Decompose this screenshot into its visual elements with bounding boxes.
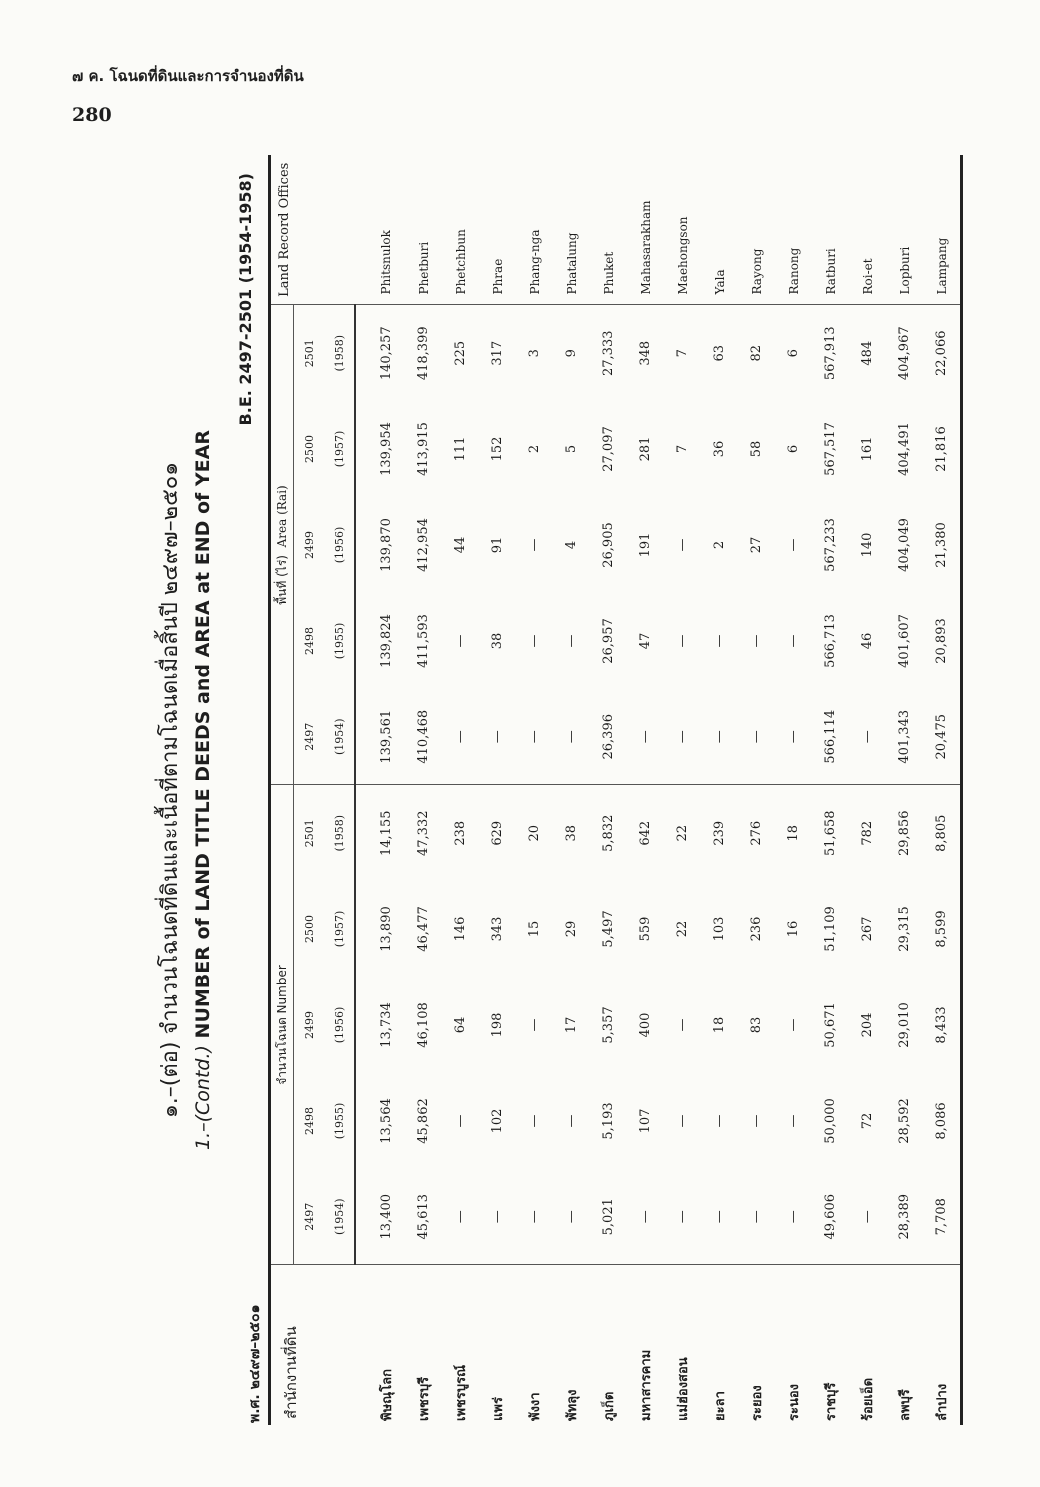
- area-cell: —: [490, 730, 505, 744]
- area-cell: 9: [564, 349, 579, 358]
- deed-count-cell: 16: [786, 920, 801, 938]
- office-name-thai: ร้อยเอ็ด: [849, 1265, 886, 1425]
- area-cell: —: [564, 634, 579, 648]
- area-cell: 7: [675, 444, 690, 454]
- area-cell: 225: [453, 340, 468, 366]
- area-cell: 140: [860, 532, 875, 558]
- table-row: [775, 155, 812, 1425]
- area-cell: 21,816: [923, 401, 962, 497]
- area-cell: 6: [786, 444, 801, 454]
- deed-count-cell: —: [749, 1114, 764, 1128]
- area-cell: 7: [675, 349, 690, 358]
- area-cell: 567,233: [823, 518, 838, 572]
- table-row: [849, 155, 886, 1425]
- table-body: [355, 155, 962, 1425]
- deed-count-cell: —: [675, 1018, 690, 1032]
- deed-count-cell: —: [564, 1210, 579, 1224]
- deed-count-cell: —: [712, 1210, 727, 1224]
- deed-count-cell: 267: [860, 916, 875, 942]
- office-header-thai: สำนักงานที่ดิน: [270, 1265, 356, 1425]
- deed-count-cell: 20: [516, 785, 553, 881]
- area-cell: —: [527, 634, 542, 648]
- deed-count-cell: 18: [712, 1016, 727, 1034]
- area-cell: 27,097: [601, 426, 616, 472]
- deed-count-cell: 204: [860, 1012, 875, 1038]
- deed-count-cell: —: [712, 1114, 727, 1128]
- number-year-ce-header: (1954): [324, 1169, 355, 1265]
- office-name-english: Mahasarakham: [627, 155, 664, 305]
- deed-count-cell: 13,890: [379, 906, 394, 952]
- area-cell: 191: [638, 532, 653, 558]
- deed-count-cell: 51,658: [812, 785, 849, 881]
- office-name-thai: ระนอง: [775, 1265, 812, 1425]
- area-cell: 348: [638, 340, 653, 366]
- area-cell: 38: [490, 632, 505, 650]
- deed-count-cell: 28,389: [897, 1194, 912, 1240]
- number-year-ce-header: (1955): [324, 1073, 355, 1169]
- number-year-ce-header: (1957): [324, 881, 355, 977]
- number-year-be-header: 2498: [302, 1107, 316, 1135]
- office-name-english: Rayong: [738, 155, 775, 305]
- area-year-be-header: 2497: [302, 722, 316, 751]
- area-cell: 2: [527, 444, 542, 454]
- office-name-english: Maehongson: [664, 155, 701, 305]
- page-number: 280: [72, 104, 112, 126]
- area-cell: 484: [860, 340, 875, 366]
- area-year-be-header: 2498: [302, 627, 316, 655]
- office-name-thai: พังงา: [516, 1265, 553, 1425]
- area-cell: —: [675, 730, 690, 744]
- area-cell: —: [675, 538, 690, 552]
- office-name-thai: เพชรบูรณ์: [442, 1265, 479, 1425]
- area-cell: —: [786, 730, 801, 744]
- deed-count-cell: 28,592: [897, 1098, 912, 1144]
- office-name-thai: เพชรบุรี: [405, 1265, 442, 1425]
- area-cell: 418,399: [416, 326, 431, 381]
- deed-count-cell: 146: [453, 916, 468, 942]
- deed-count-cell: —: [453, 1210, 468, 1224]
- deed-count-cell: —: [786, 1018, 801, 1032]
- office-name-english: Phitsnulok: [355, 155, 405, 305]
- office-header-english: Land Record Offices: [270, 155, 356, 305]
- deed-count-cell: —: [527, 1114, 542, 1128]
- area-cell: 161: [860, 436, 875, 462]
- office-name-english: Lopburi: [886, 155, 923, 305]
- area-cell: 26,905: [601, 522, 616, 568]
- deed-count-cell: 49,606: [823, 1194, 838, 1240]
- deed-count-cell: 15: [527, 920, 542, 938]
- deed-count-cell: 29,856: [886, 785, 923, 881]
- area-cell: 567,913: [823, 326, 838, 381]
- deed-count-cell: 22: [664, 785, 701, 881]
- area-cell: —: [860, 730, 875, 744]
- deed-count-cell: 50,671: [823, 1002, 838, 1048]
- table-row: [812, 155, 849, 1425]
- office-name-thai: พัทลุง: [553, 1265, 590, 1425]
- area-year-be-header: 2501: [302, 339, 316, 368]
- area-cell: 5: [564, 444, 579, 454]
- office-name-english: Phetchbun: [442, 155, 479, 305]
- area-cell: 404,049: [897, 518, 912, 572]
- table-title-english: [192, 155, 214, 1425]
- area-cell: 91: [490, 536, 505, 554]
- area-cell: 401,343: [897, 709, 912, 764]
- area-group-header: [270, 305, 294, 785]
- deed-count-cell: 14,155: [355, 785, 405, 881]
- deed-count-cell: 45,613: [416, 1194, 431, 1240]
- area-cell: 27: [749, 536, 764, 554]
- deed-count-cell: 343: [490, 916, 505, 942]
- deed-count-cell: 22: [675, 920, 690, 938]
- deed-count-cell: 7,708: [923, 1169, 962, 1265]
- office-name-thai: แม่ฮ่องสอน: [664, 1265, 701, 1425]
- area-cell: —: [749, 634, 764, 648]
- area-cell: 27,333: [601, 330, 616, 376]
- deed-count-cell: 103: [712, 916, 727, 942]
- area-cell: 413,915: [416, 422, 431, 476]
- area-cell: 140,257: [379, 326, 394, 381]
- area-cell: 58: [749, 440, 764, 458]
- table-row: [479, 155, 516, 1425]
- deed-count-cell: 29,010: [897, 1002, 912, 1048]
- area-cell: 411,593: [416, 614, 431, 668]
- area-group-thai: พื้นที่ (ไร่): [274, 555, 289, 605]
- deed-count-cell: 83: [749, 1016, 764, 1034]
- deed-count-cell: 8,599: [923, 881, 962, 977]
- area-cell: —: [675, 634, 690, 648]
- number-year-be-header: 2499: [302, 1011, 316, 1039]
- number-year-be-header: 2500: [302, 915, 316, 943]
- deed-count-cell: 238: [442, 785, 479, 881]
- period-thai: พ.ศ. ๒๔๙๗–๒๕๐๑: [247, 1304, 263, 1423]
- area-cell: 20,475: [923, 689, 962, 785]
- area-year-ce-header: (1955): [324, 593, 355, 689]
- years-be-row: [294, 155, 325, 1425]
- table-row: [516, 155, 553, 1425]
- deed-count-cell: 400: [638, 1012, 653, 1038]
- number-year-be-header: 2497: [302, 1202, 316, 1231]
- deed-count-cell: 642: [627, 785, 664, 881]
- area-cell: 22,066: [923, 305, 962, 401]
- area-cell: 139,870: [379, 518, 394, 572]
- land-title-deeds-table: [268, 155, 963, 1425]
- area-cell: —: [786, 538, 801, 552]
- office-name-english: Phatalung: [553, 155, 590, 305]
- table-row: [886, 155, 923, 1425]
- deed-count-cell: —: [527, 1018, 542, 1032]
- deed-count-cell: —: [860, 1210, 875, 1224]
- deed-count-cell: 50,000: [823, 1098, 838, 1144]
- deed-count-cell: —: [786, 1114, 801, 1128]
- table-row: [627, 155, 664, 1425]
- deed-count-cell: 5,021: [601, 1198, 616, 1236]
- deed-count-cell: 239: [701, 785, 738, 881]
- area-cell: 139,954: [379, 422, 394, 476]
- area-cell: 36: [712, 440, 727, 458]
- area-cell: 21,380: [923, 497, 962, 593]
- office-name-english: Lampang: [923, 155, 962, 305]
- area-cell: 139,824: [379, 614, 394, 668]
- office-name-english: Phrae: [479, 155, 516, 305]
- area-year-ce-header: (1954): [324, 689, 355, 785]
- deed-count-cell: 13,734: [379, 1002, 394, 1048]
- deed-count-cell: 38: [553, 785, 590, 881]
- area-year-be-header: 2499: [302, 531, 316, 559]
- deed-count-cell: 198: [490, 1012, 505, 1038]
- deed-count-cell: 13,564: [379, 1098, 394, 1144]
- area-cell: 4: [564, 540, 579, 550]
- deed-count-cell: 276: [738, 785, 775, 881]
- office-name-thai: ภูเก็ต: [590, 1265, 627, 1425]
- area-cell: 404,491: [897, 422, 912, 476]
- area-cell: 63: [712, 344, 727, 362]
- area-year-ce-header: (1957): [324, 401, 355, 497]
- deed-count-cell: 8,805: [923, 785, 962, 881]
- area-cell: 410,468: [416, 709, 431, 764]
- area-cell: 111: [453, 436, 468, 462]
- area-cell: 152: [490, 436, 505, 462]
- table-row: [405, 155, 442, 1425]
- table-row: [590, 155, 627, 1425]
- period-english: B.E. 2497-2501 (1954-1958): [236, 173, 255, 426]
- office-name-thai: มหาสารคาม: [627, 1265, 664, 1425]
- area-cell: —: [749, 730, 764, 744]
- office-name-thai: ระยอง: [738, 1265, 775, 1425]
- deed-count-cell: 629: [479, 785, 516, 881]
- office-name-english: Ranong: [775, 155, 812, 305]
- table-row: [442, 155, 479, 1425]
- office-name-thai: ลำปาง: [923, 1265, 962, 1425]
- deed-count-cell: 17: [564, 1016, 579, 1034]
- area-cell: —: [712, 634, 727, 648]
- area-cell: —: [712, 730, 727, 744]
- years-ce-row: [324, 155, 355, 1425]
- table-row: [553, 155, 590, 1425]
- deed-count-cell: 72: [860, 1112, 875, 1130]
- deed-count-cell: 29: [564, 920, 579, 938]
- deed-count-cell: 782: [849, 785, 886, 881]
- office-name-english: Ratburi: [812, 155, 849, 305]
- deed-count-cell: —: [749, 1210, 764, 1224]
- table-row: [923, 155, 962, 1425]
- deed-count-cell: 51,109: [823, 906, 838, 952]
- area-cell: 47: [638, 632, 653, 650]
- table-row: [355, 155, 405, 1425]
- deed-count-cell: 8,433: [923, 977, 962, 1073]
- deed-count-cell: 29,315: [897, 906, 912, 952]
- area-cell: 281: [638, 436, 653, 462]
- office-name-english: Phuket: [590, 155, 627, 305]
- office-name-english: Yala: [701, 155, 738, 305]
- table-row: [664, 155, 701, 1425]
- running-head: ๗ ค. โฉนดที่ดินและการจำนองที่ดิน: [72, 67, 304, 85]
- deed-count-cell: —: [564, 1114, 579, 1128]
- office-name-thai: แพร่: [479, 1265, 516, 1425]
- deed-count-cell: —: [453, 1114, 468, 1128]
- table-row: [701, 155, 738, 1425]
- office-name-english: Phetburi: [405, 155, 442, 305]
- area-cell: 6: [786, 349, 801, 358]
- area-cell: 404,967: [897, 326, 912, 381]
- deed-count-cell: 107: [638, 1108, 653, 1134]
- area-cell: —: [527, 538, 542, 552]
- area-cell: 2: [712, 540, 727, 550]
- area-cell: 20,893: [923, 593, 962, 689]
- area-cell: 567,517: [823, 422, 838, 476]
- deed-count-cell: 46,477: [416, 906, 431, 952]
- table-title-text: NUMBER of LAND TITLE DEEDS and AREA at END of YEAR: [192, 429, 214, 1039]
- number-year-ce-header: (1958): [324, 785, 355, 881]
- number-year-ce-header: (1956): [324, 977, 355, 1073]
- deed-count-cell: 5,357: [601, 1006, 616, 1044]
- area-cell: 139,561: [379, 709, 394, 764]
- deed-count-cell: —: [638, 1210, 653, 1224]
- deed-count-cell: 559: [638, 916, 653, 942]
- area-cell: —: [453, 634, 468, 648]
- table-title-thai: ๑.–(ต่อ) จำนวนโฉนดที่ดินและเนื้อที่ตามโฉนดเมื่อสิ้นปี ๒๔๙๗–๒๕๐๑: [158, 461, 183, 1119]
- deed-count-cell: —: [490, 1210, 505, 1224]
- deed-count-cell: —: [786, 1210, 801, 1224]
- area-cell: 26,957: [601, 618, 616, 664]
- office-name-thai: ลพบุรี: [886, 1265, 923, 1425]
- number-group-header: จำนวนโฉนด Number: [270, 785, 294, 1265]
- deed-count-cell: 18: [775, 785, 812, 881]
- office-name-thai: ราชบุรี: [812, 1265, 849, 1425]
- area-cell: 566,114: [823, 709, 838, 764]
- area-cell: 401,607: [897, 614, 912, 668]
- area-cell: —: [527, 730, 542, 744]
- area-cell: 46: [860, 632, 875, 650]
- office-name-thai: พิษณุโลก: [355, 1265, 405, 1425]
- office-name-english: Phang-nga: [516, 155, 553, 305]
- area-cell: 3: [527, 349, 542, 358]
- table-row: [738, 155, 775, 1425]
- deed-count-cell: 236: [749, 916, 764, 942]
- deed-count-cell: 102: [490, 1108, 505, 1134]
- deed-count-cell: —: [675, 1114, 690, 1128]
- area-year-ce-header: (1956): [324, 497, 355, 593]
- area-cell: 44: [453, 536, 468, 554]
- deed-count-cell: 47,332: [405, 785, 442, 881]
- office-name-english: Roi-et: [849, 155, 886, 305]
- area-cell: —: [786, 634, 801, 648]
- area-cell: 26,396: [601, 714, 616, 760]
- rotated-table-page: [150, 155, 950, 1425]
- area-cell: —: [564, 730, 579, 744]
- area-cell: 317: [490, 340, 505, 366]
- area-cell: 412,954: [416, 518, 431, 572]
- deed-count-cell: —: [675, 1210, 690, 1224]
- deed-count-cell: 5,832: [590, 785, 627, 881]
- deed-count-cell: 45,862: [416, 1098, 431, 1144]
- deed-count-cell: 5,193: [601, 1102, 616, 1140]
- deed-count-cell: 13,400: [379, 1194, 394, 1240]
- deed-count-cell: 8,086: [923, 1073, 962, 1169]
- deed-count-cell: 46,108: [416, 1002, 431, 1048]
- office-name-thai: ยะลา: [701, 1265, 738, 1425]
- area-group-english: Area (Rai): [274, 485, 289, 548]
- deed-count-cell: —: [527, 1210, 542, 1224]
- area-year-be-header: 2500: [302, 435, 316, 463]
- area-cell: —: [638, 730, 653, 744]
- area-cell: 566,713: [823, 614, 838, 668]
- table-title-prefix: 1.–(Contd.): [192, 1045, 214, 1151]
- area-cell: 82: [749, 344, 764, 362]
- area-year-ce-header: (1958): [324, 305, 355, 401]
- deed-count-cell: 64: [453, 1016, 468, 1034]
- deed-count-cell: 5,497: [601, 910, 616, 948]
- number-year-be-header: 2501: [294, 785, 325, 881]
- area-cell: —: [453, 730, 468, 744]
